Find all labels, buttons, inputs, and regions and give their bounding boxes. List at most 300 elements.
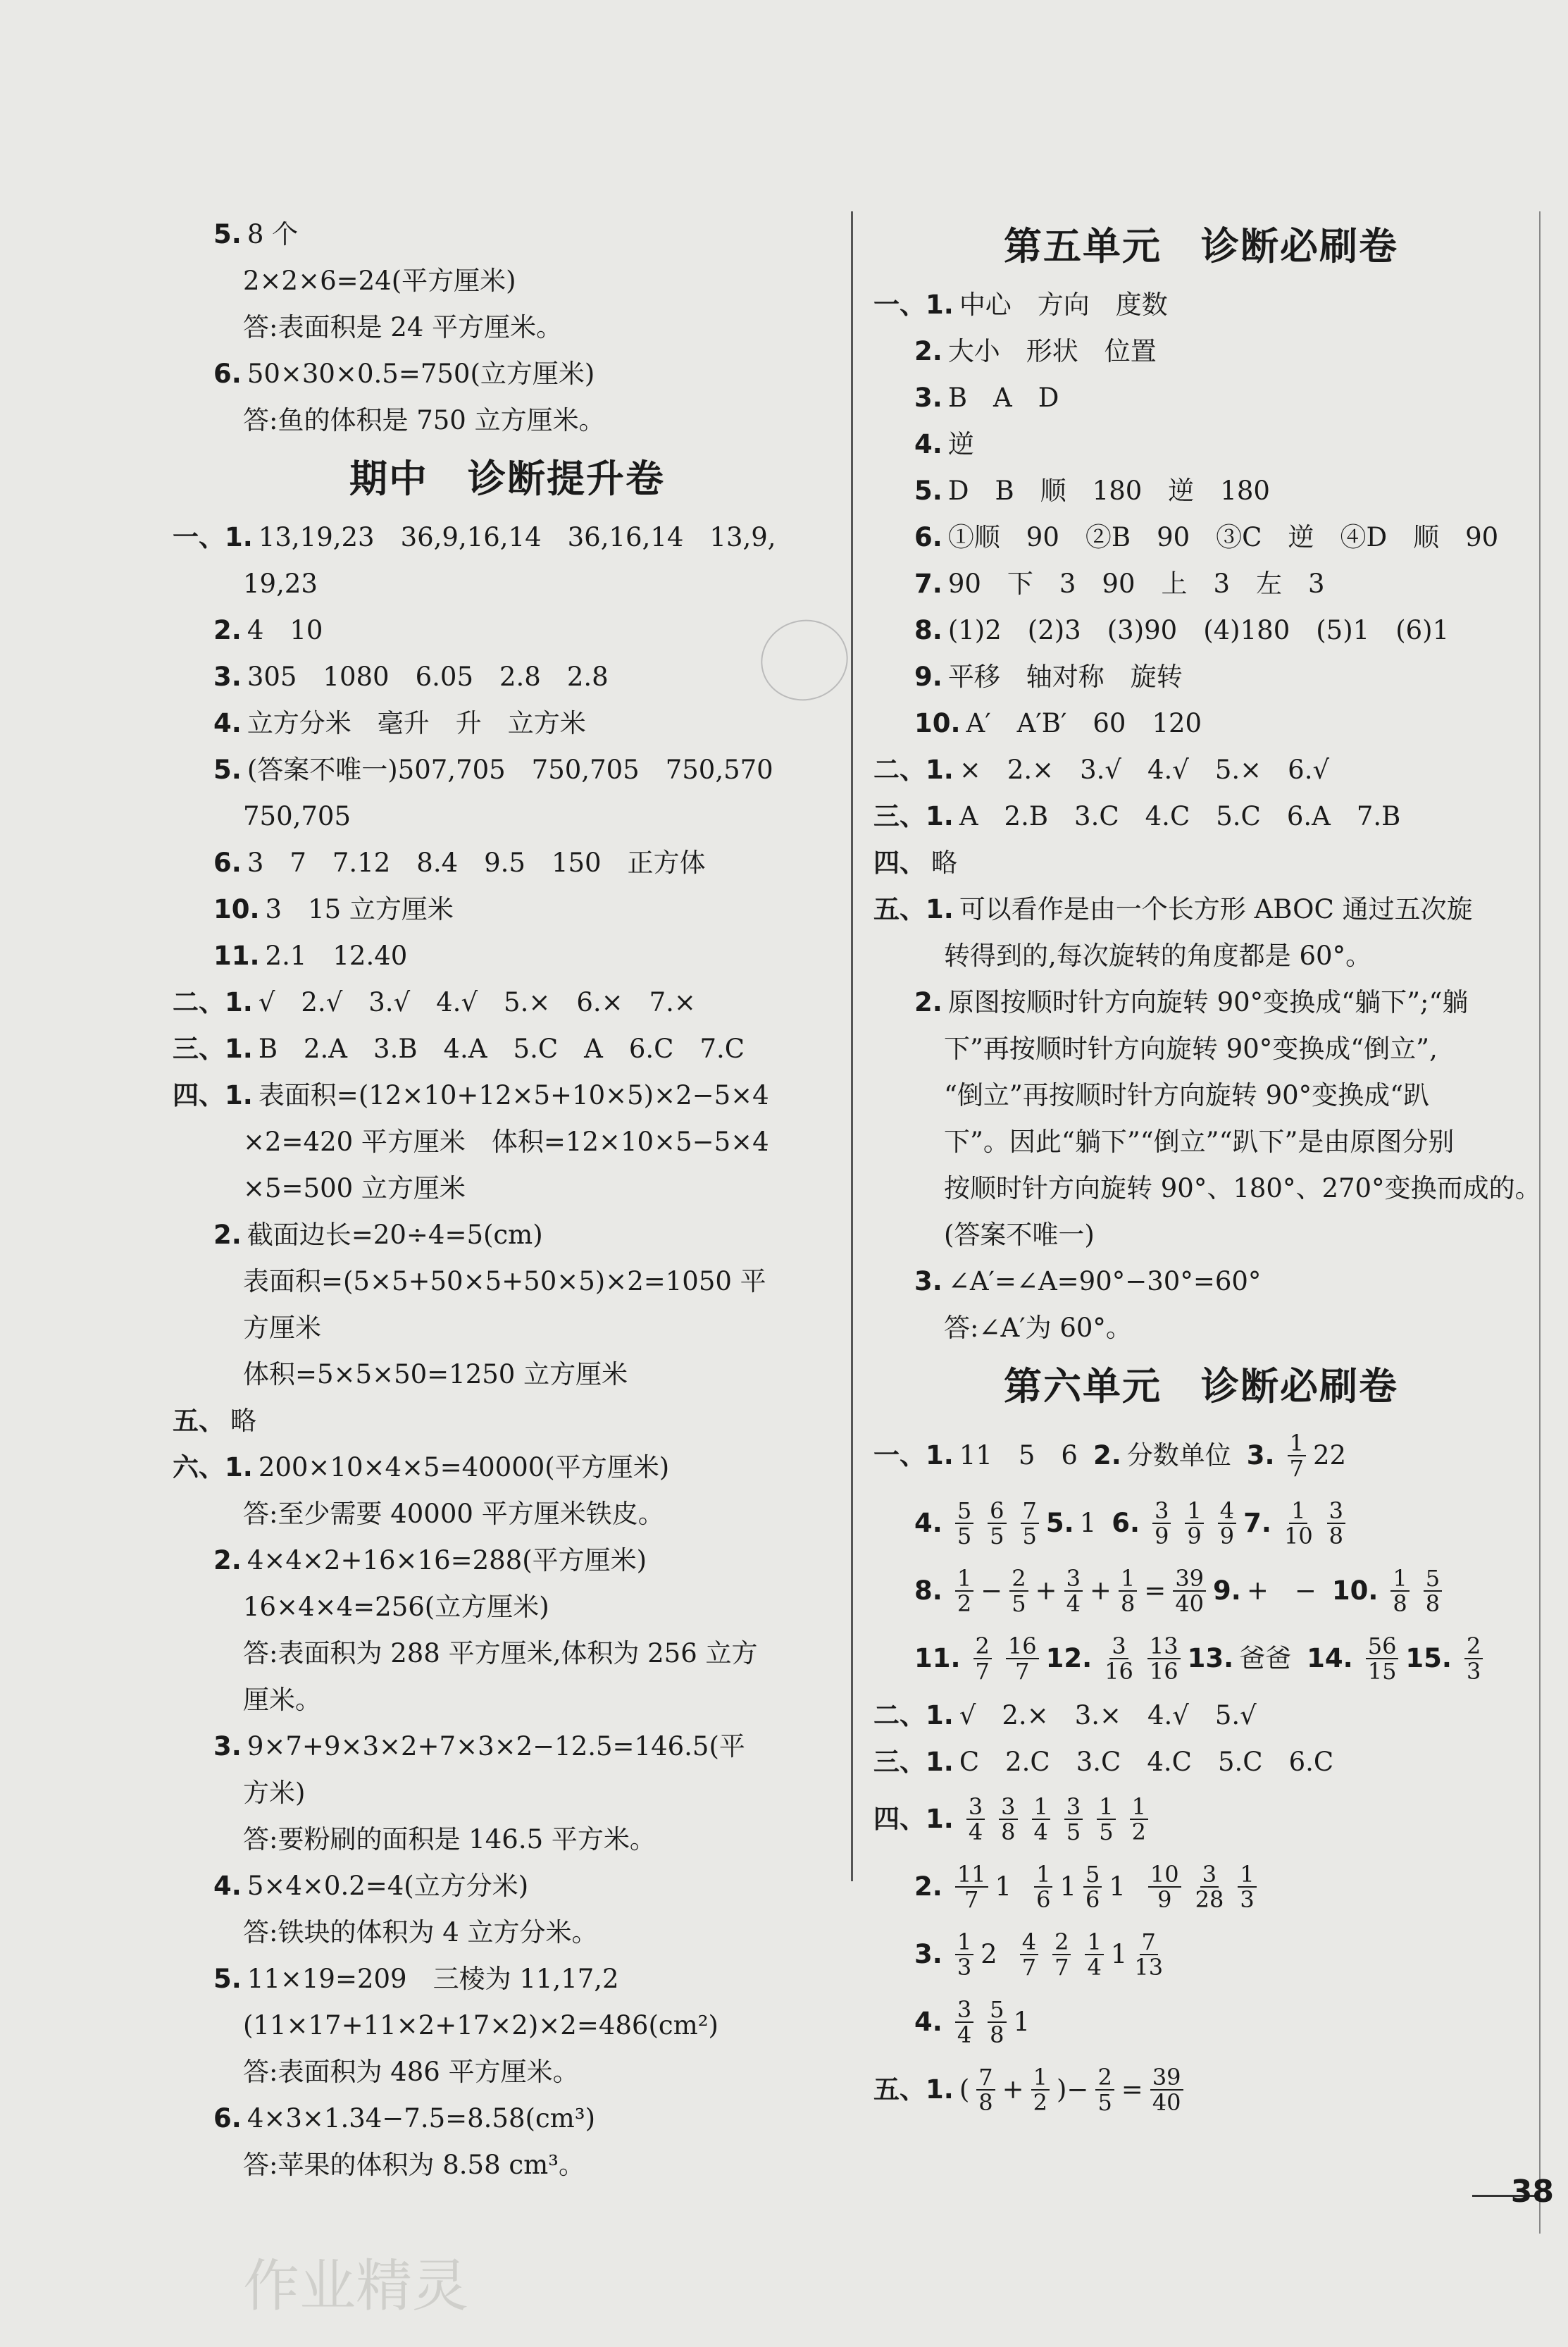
denominator: 5 [1099,1819,1114,1845]
answer-text: 305 1080 6.05 2.8 2.8 [247,662,609,692]
answer-text: 截面边长=20÷4=5(cm) [247,1220,543,1250]
section-title-unit5: 第五单元 诊断必刷卷 [1004,224,1398,268]
item-number: 5. [213,1964,242,1994]
answer-line [173,1351,842,1398]
item-number: 7. [914,569,942,599]
numerator: 1 [1085,1930,1103,1955]
fraction [1032,1795,1050,1844]
answer-line [173,840,842,886]
answer-line [873,840,1529,886]
answer-line [873,514,1529,561]
numerator: 1 [955,1930,973,1955]
answer-text: 下”。因此“躺下”“倒立”“趴下”是由原图分别 [944,1127,1455,1157]
fraction [1134,1930,1163,1979]
answer-line [173,1444,842,1491]
answer-text: 22 [1312,1440,1347,1470]
answer-line [173,1537,842,1584]
numerator: 1 [955,1566,973,1592]
denominator: 8 [1329,1523,1344,1549]
answer-text: A′ A′B′ 60 120 [966,708,1202,738]
numerator: 6 [988,1499,1006,1524]
answer-text: 体积=5×5×50=1250 立方厘米 [243,1359,628,1389]
answer-line [173,1723,842,1770]
item-number: 6. [914,522,942,552]
item-number: 五、1. [873,894,954,924]
answer-line [873,1557,1529,1625]
fraction [1152,1499,1171,1548]
fraction [1464,1634,1483,1683]
denominator: 4 [1066,1590,1081,1617]
answer-text: 3 15 立方厘米 [265,894,454,924]
answer-line [873,886,1529,933]
item-number: 3. [213,662,242,692]
answer-text: 表面积=(12×10+12×5+10×5)×2−5×4 [258,1080,769,1110]
answer-line [173,1491,842,1537]
item-number: 5. [1045,1508,1074,1538]
numerator: 56 [1366,1634,1399,1659]
item-number: 三、1. [873,1747,954,1777]
denominator: 9 [1219,1523,1235,1549]
left-column [173,211,842,2188]
answer-line [873,979,1529,1026]
denominator: 7 [1015,1658,1030,1685]
answer-text: 大小 形状 位置 [947,336,1157,366]
item-number: 一、1. [873,290,954,320]
operator: + [1089,1575,1112,1606]
item-number: 3. [914,1939,942,1969]
fraction [1327,1499,1345,1548]
item-number: 6. [213,848,242,878]
item-number: 3. [1246,1440,1275,1470]
answer-text: 答:铁块的体积为 4 立方分米。 [243,1917,598,1947]
answer-line [173,1212,842,1258]
fraction [1009,1566,1028,1616]
fraction [1034,1862,1052,1912]
answer-line [173,258,842,304]
item-number: 3. [213,1731,242,1761]
denominator: 16 [1105,1658,1133,1685]
answer-line [873,1422,1529,1490]
answer-text: 4 10 [247,615,323,645]
denominator: 5 [990,1523,1004,1549]
fraction [955,1566,973,1616]
answer-text: 略 [931,848,957,878]
answer-line [173,1026,842,1072]
answer-line [873,1988,1529,2056]
answer-line [173,514,842,561]
answer-text: + − [1246,1575,1317,1606]
numerator: 3 [999,1795,1017,1820]
fraction [976,2065,995,2114]
denominator: 40 [1152,2089,1181,2116]
answer-line [173,1770,842,1816]
numerator: 2 [973,1634,992,1659]
fraction [1095,2065,1114,2114]
answer-text: 原图按顺时针方向旋转 90°变换成“躺下”;“躺 [947,987,1469,1017]
answer-text: A 2.B 3.C 4.C 5.C 6.A 7.B [959,801,1401,831]
answer-text: 中心 方向 度数 [959,290,1168,320]
operator: = [1144,1575,1166,1606]
section-title-midterm: 期中 诊断提升卷 [349,457,665,501]
answer-line [173,1258,842,1305]
answer-text: “倒立”再按顺时针方向旋转 90°变换成“趴 [944,1080,1430,1110]
answer-text: 50×30×0.5=750(立方厘米) [247,359,595,389]
fraction [1130,1795,1148,1844]
operator: + [1035,1575,1057,1606]
numerator: 11 [955,1862,988,1888]
fraction [1064,1566,1083,1616]
item-number: 2. [914,336,942,366]
denominator: 8 [1120,1590,1135,1617]
answer-line [173,933,842,979]
numerator: 3 [1064,1795,1083,1820]
answer-text: 2.1 12.40 [265,941,408,971]
numerator: 5 [955,1499,973,1524]
item-number: 5. [213,219,242,249]
answer-text: 立方分米 毫升 升 立方米 [247,708,586,738]
numerator: 13 [1147,1634,1181,1659]
answer-text: 1 [1013,2007,1031,2037]
answer-text: 逆 [947,429,974,459]
answer-line [173,1863,842,1909]
answer-text: 750,705 [243,801,351,831]
fraction [955,1862,988,1912]
paren: ( [959,2074,970,2105]
answer-line [873,607,1529,654]
answer-line [173,1584,842,1630]
item-number: 2. [914,987,942,1017]
answer-line [173,1677,842,1723]
numerator: 3 [1327,1499,1345,1524]
item-number: 2. [213,1220,242,1250]
item-number: 三、1. [873,801,954,831]
item-number: 8. [914,1575,942,1606]
item-number: 六、1. [173,1452,253,1482]
answer-text: 下”再按顺时针方向旋转 90°变换成“倒立”, [944,1034,1438,1064]
fraction [966,1795,985,1844]
item-number: 11. [213,941,260,971]
fraction [1148,1862,1181,1912]
numerator: 1 [1034,1862,1052,1888]
fraction [1006,1634,1039,1683]
item-number: 一、1. [173,522,253,552]
fraction [988,1499,1006,1548]
fraction [955,1930,973,1979]
answer-line [173,2142,842,2188]
answer-text: 1 [1079,1508,1097,1538]
denominator: 2 [1131,1819,1146,1845]
item-number: 二、1. [873,1700,954,1730]
fraction [1020,1930,1038,1979]
operator: + [1002,2074,1024,2105]
denominator: 8 [990,2021,1004,2048]
fraction [999,1795,1017,1844]
page-number: 38 [1510,2174,1554,2210]
item-number: 2. [213,1545,242,1575]
numerator: 3 [1064,1566,1083,1592]
answer-text: 4×3×1.34−7.5=8.58(cm³) [247,2103,596,2134]
numerator: 5 [988,1998,1006,2023]
numerator: 7 [1021,1499,1039,1524]
item-number: 四、1. [173,1080,253,1110]
numerator: 10 [1148,1862,1181,1888]
answer-line [873,793,1529,840]
fraction [1284,1499,1313,1548]
denominator: 7 [964,1886,979,1913]
denominator: 5 [957,1523,972,1549]
answer-line [873,1119,1529,1165]
answer-line [873,1490,1529,1557]
item-number: 2. [914,1871,942,1902]
answer-text: 9×7+9×3×2+7×3×2−12.5=146.5(平 [247,1731,745,1761]
item-number: 五、1. [873,2074,954,2105]
answer-line [173,1072,842,1119]
answer-text: B 2.A 3.B 4.A 5.C A 6.C 7.C [258,1034,745,1064]
denominator: 4 [968,1819,983,1845]
numerator: 7 [1140,1930,1158,1955]
answer-line [173,1956,842,2002]
denominator: 4 [1033,1819,1048,1845]
fraction [1064,1795,1083,1844]
denominator: 6 [1085,1886,1100,1913]
answer-text: (答案不唯一) [944,1220,1095,1250]
answer-line [173,747,842,793]
numerator: 5 [1424,1566,1442,1592]
answer-line [173,700,842,747]
numerator: 2 [1052,1930,1071,1955]
denominator: 8 [1425,1590,1441,1617]
denominator: 4 [1087,1954,1102,1981]
answer-text: 4×4×2+16×16=288(平方厘米) [247,1545,647,1575]
answer-text: 答:表面积为 486 平方厘米。 [243,2057,579,2087]
item-number: 10. [213,894,260,924]
answer-text: √ 2.√ 3.√ 4.√ 5.× 6.× 7.× [258,987,696,1017]
answer-text: 1 [1109,1871,1126,1902]
denominator: 8 [978,2089,993,2116]
answer-text: 答:表面积为 288 平方厘米,体积为 256 立方 [243,1638,758,1668]
item-number: 四、1. [873,1804,954,1834]
answer-line [173,1398,842,1444]
item-number: 15. [1405,1643,1452,1673]
numerator: 5 [1083,1862,1102,1888]
item-number: 9. [1213,1575,1241,1606]
denominator: 40 [1175,1590,1205,1617]
numerator: 1 [1032,1795,1050,1820]
answer-line [873,328,1529,375]
answer-line [873,375,1529,421]
answer-line [173,1630,842,1677]
fraction [1185,1499,1203,1548]
answer-line [173,2095,842,2142]
answer-line [173,351,842,397]
denominator: 2 [1033,2089,1047,2116]
item-number: 2. [1093,1440,1121,1470]
item-number: 13. [1187,1643,1234,1673]
answer-text: 19,23 [243,569,318,599]
item-number: 10. [1331,1575,1379,1606]
answer-line [873,1258,1529,1305]
answer-text: 11 5 6 [959,1440,1078,1470]
answer-text: 略 [230,1406,256,1436]
answer-text: 2×2×6=24(平方厘米) [243,266,516,296]
fraction [1150,2065,1183,2114]
fraction [1218,1499,1236,1548]
section-title-unit6: 第六单元 诊断必刷卷 [1004,1364,1398,1408]
fraction [1147,1634,1181,1683]
answer-text: (答案不唯一)507,705 750,705 750,570 [247,755,773,785]
answer-text: ×5=500 立方厘米 [243,1173,466,1203]
right-column [873,211,1541,2124]
denominator: 8 [1393,1590,1407,1617]
item-number: 6. [1112,1508,1140,1538]
answer-line [173,397,842,444]
answer-text: 2 [981,1939,997,1969]
numerator: 16 [1006,1634,1039,1659]
answer-text: × 2.× 3.√ 4.√ 5.× 6.√ [959,755,1330,785]
answer-line [173,211,842,258]
fraction [1195,1862,1224,1912]
item-number: 2. [213,615,242,645]
answer-line [873,1165,1541,1212]
answer-line [873,654,1529,700]
denominator: 5 [1066,1819,1081,1845]
answer-text: 按顺时针方向旋转 90°、180°、270°变换而成的。 [944,1173,1541,1203]
fraction [1021,1499,1039,1548]
item-number: 4. [914,2007,942,2037]
item-number: 一、1. [873,1440,954,1470]
denominator: 5 [1097,2089,1112,2116]
answer-line [173,304,842,351]
fraction [1390,1566,1409,1616]
whole-number: 1 [1059,1871,1076,1902]
numerator: 3 [955,1998,973,2023]
fraction [1083,1862,1102,1912]
item-number: 5. [914,476,942,506]
numerator: 2 [1095,2065,1114,2091]
answer-text: 爸爸 [1239,1643,1292,1673]
item-number: 6. [213,359,242,389]
numerator: 1 [1097,1795,1115,1820]
fraction [1085,1930,1103,1979]
denominator: 5 [1012,1590,1026,1617]
item-number: 3. [914,1266,942,1296]
fraction [1105,1634,1133,1683]
answer-line [873,1625,1529,1692]
fraction [1173,1566,1206,1616]
answer-line [173,2049,842,2095]
answer-line [173,1909,842,1956]
answer-text: 3 7 7.12 8.4 9.5 150 正方体 [247,848,706,878]
answer-text: 可以看作是由一个长方形 ABOC 通过五次旋 [959,894,1473,924]
answer-text: (11×17+11×2+17×2)×2=486(cm²) [243,2010,718,2041]
numerator: 4 [1218,1499,1236,1524]
answer-line [873,933,1529,979]
fraction [1097,1795,1115,1844]
paren: ) [1056,2074,1067,2105]
answer-line [873,2056,1529,2124]
item-number: 5. [213,755,242,785]
answer-line [873,1212,1529,1258]
denominator: 4 [957,2021,972,2048]
item-number: 三、1. [173,1034,253,1064]
answer-text: 答:∠A′为 60°。 [944,1313,1132,1343]
denominator: 8 [1001,1819,1016,1845]
denominator: 2 [957,1590,972,1617]
denominator: 7 [1289,1455,1304,1482]
answer-text: 答:要粉刷的面积是 146.5 平方米。 [243,1824,656,1854]
answer-line [173,561,842,607]
answer-text: 11×19=209 三棱为 11,17,2 [247,1964,619,1994]
item-number: 4. [213,708,242,738]
item-number: 10. [914,708,961,738]
answer-text: 表面积=(5×5+50×5+50×5)×2=1050 平 [243,1266,766,1296]
denominator: 9 [1155,1523,1169,1549]
answer-line [873,1692,1529,1739]
item-number: 3. [914,383,942,413]
answer-text: 90 下 3 90 上 3 左 3 [947,569,1325,599]
fraction [1119,1566,1137,1616]
denominator: 13 [1134,1954,1164,1981]
denominator: 28 [1195,1886,1224,1913]
fraction [1288,1431,1306,1480]
denominator: 16 [1149,1658,1178,1685]
numerator: 1 [1031,2065,1050,2091]
numerator: 3 [1152,1499,1171,1524]
answer-text: 分数单位 [1126,1440,1231,1470]
answer-line [873,1026,1529,1072]
answer-text: 方米) [243,1778,306,1808]
margin-line [1539,211,1541,2234]
denominator: 3 [1466,1658,1481,1685]
answer-text: 1 [995,1871,1012,1902]
answer-line [873,1853,1529,1921]
answer-text: 13,19,23 36,9,16,14 36,16,14 13,9, [258,522,776,552]
answer-text: ×2=420 平方厘米 体积=12×10×5−5×4 [243,1127,769,1157]
answer-line [873,282,1529,328]
fraction [973,1634,992,1683]
item-number: 五、 [173,1406,225,1436]
answer-line [873,747,1529,793]
item-number: 二、1. [873,755,954,785]
denominator: 15 [1367,1658,1397,1685]
item-number: 14. [1307,1643,1353,1673]
column-divider [851,211,853,1881]
answer-line [173,1119,842,1165]
numerator: 3 [1109,1634,1128,1659]
answer-text: 答:鱼的体积是 750 立方厘米。 [243,405,605,435]
answer-text: D B 顺 180 逆 180 [947,476,1270,506]
numerator: 4 [1020,1930,1038,1955]
fraction [1366,1634,1399,1683]
answer-line [873,1785,1529,1853]
answer-line [873,421,1529,468]
whole-number: 1 [1110,1939,1128,1969]
answer-line [173,793,842,840]
answer-text: 16×4×4=256(立方厘米) [243,1592,549,1622]
answer-line [173,654,842,700]
numerator: 1 [1130,1795,1148,1820]
fraction [1031,2065,1050,2114]
denominator: 10 [1283,1523,1313,1549]
answer-text: C 2.C 3.C 4.C 5.C 6.C [959,1747,1334,1777]
item-number: 12. [1045,1643,1093,1673]
item-number: 4. [914,1508,942,1538]
item-number: 6. [213,2103,242,2134]
denominator: 5 [1022,1523,1037,1549]
fraction [988,1998,1006,2047]
numerator: 2 [1009,1566,1028,1592]
answer-line [173,1816,842,1863]
